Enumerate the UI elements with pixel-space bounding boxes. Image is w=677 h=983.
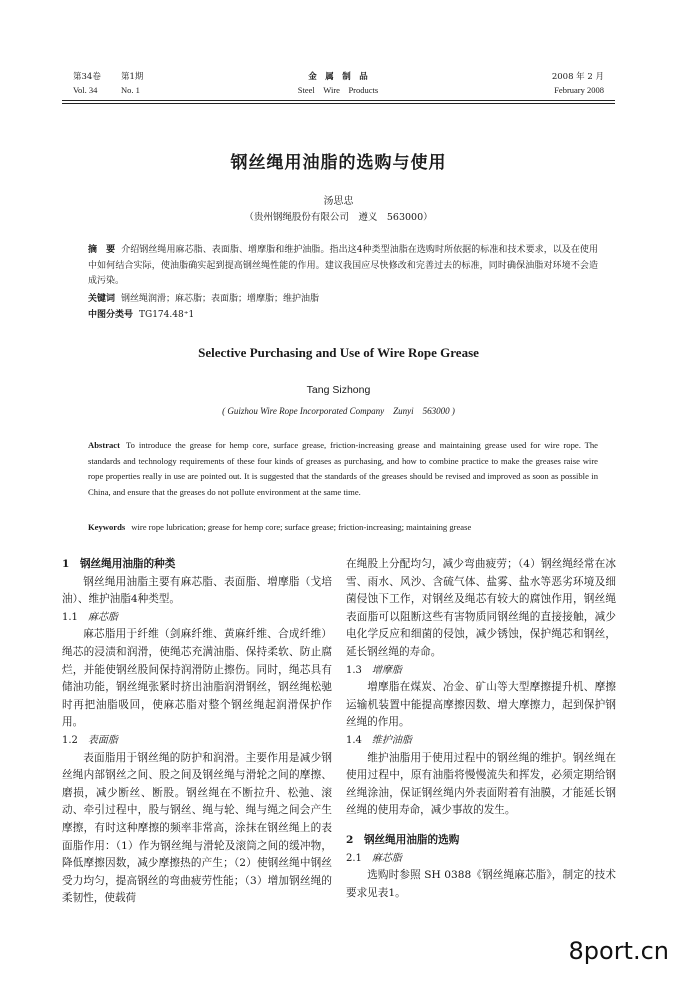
clc-number (88, 308, 598, 324)
body-column-left (62, 556, 332, 908)
section-1-3-title: 增摩脂 (371, 664, 402, 676)
abstract-text-cn: 介绍钢丝绳用麻芯脂、表面脂、增摩脂和维护油脂。指出这4种类型油脂在选购时所依据的标准和技术要求，以及在使用中如何结合实际，使油脂确实起到提高钢丝绳性能的作用。建议我国应尽快修改和完善过去的标准，同时确保油脂对环境不会造成污染。 (88, 245, 598, 286)
volume-en: Vol. 34 (73, 85, 98, 95)
section-2-1-title: 麻芯脂 (371, 852, 402, 864)
volume-cn: 第34卷 (73, 72, 101, 82)
section-1-3-heading (346, 662, 616, 680)
keywords-text-cn: 钢丝绳润滑；麻芯脂；表面脂；增摩脂；维护油脂 (121, 294, 320, 304)
issue-en: No. 1 (121, 85, 140, 95)
clc-value: TG174.48⁺1 (139, 310, 195, 320)
author-cn: 汤思忠 (323, 196, 354, 207)
header-rule-bottom (62, 103, 615, 104)
author-en: Tang Sizhong (306, 384, 371, 396)
journal-name-cn: 金 属 制 品 (308, 72, 368, 82)
section-1-2-heading (62, 732, 332, 750)
keywords-en (88, 520, 598, 536)
section-1-1-paragraph: 麻芯脂用于纤维（剑麻纤维、黄麻纤维、合成纤维）绳芯的浸渍和润滑，使绳芯充满油脂、保持柔软、防止腐烂，并能使钢丝股间保持润滑防止擦伤。同时，绳芯具有储油功能，钢丝绳张紧时挤出油脂润滑钢丝，钢丝绳松驰时再把油脂吸回，使麻芯脂对整个钢丝绳起润滑保护作用。 (62, 628, 332, 729)
section-1-2-paragraph: 表面脂用于钢丝绳的防护和润滑。主要作用是减少钢丝绳内部钢丝之间、股之间及钢丝绳与滑轮之间的摩擦、磨损，减少断丝、断股。钢丝绳在不断拉升、松弛、滚动、牵引过程中，股与钢丝、绳与轮、绳与绳之间会产生摩擦，有时这种摩擦的频率非常高，涂抹在钢丝绳上的表面脂作用：（1）作为钢丝绳与滑轮及滚筒之间的缓冲物，降低摩擦因数，减少摩擦热的产生；（2）使钢丝绳中钢丝受力均匀，提高钢丝的弯曲疲劳性能；（3）增加钢丝绳的柔韧性，使载荷 (62, 751, 332, 905)
section-2-heading: 2 钢丝绳用油脂的选购 (346, 833, 460, 846)
keywords-cn (88, 292, 598, 308)
section-1-heading: 1 钢丝绳用油脂的种类 (62, 558, 176, 570)
affiliation-cn: （贵州钢绳股份有限公司 遵义 563000） (244, 212, 433, 223)
section-1-2-paragraph-continued: 在绳股上分配均匀，减少弯曲疲劳；（4）钢丝绳经常在冰雪、雨水、风沙、含硫气体、盐雾、盐水等恶劣环境及细菌侵蚀下工作，对钢丝及绳芯有较大的腐蚀作用，钢丝绳表面脂可以阻断这些有害物质同钢丝绳的直接接触，减少电化学反应和细菌的侵蚀，减少锈蚀，保护绳芯和钢丝，延长钢丝绳的寿命。 (346, 558, 616, 658)
section-1-1-title: 麻芯脂 (87, 611, 118, 623)
section-1-3-paragraph: 增摩脂在煤炭、冶金、矿山等大型摩擦提升机、摩擦运输机装置中能提高摩擦因数、增大摩擦力，起到保护钢丝绳的作用。 (346, 681, 616, 729)
keywords-text-en: wire rope lubrication; grease for hemp core; surface grease; friction-increasing; maintaining grease (131, 522, 472, 532)
keywords-label-en: Keywords (88, 522, 126, 532)
issue-cn: 第1期 (121, 72, 144, 82)
section-1-4-title: 维护油脂 (371, 734, 412, 746)
section-1-4-paragraph: 维护油脂用于使用过程中的钢丝绳的维护。钢丝绳在使用过程中，原有油脂将慢慢流失和挥发，必须定期给钢丝绳涂油，保证钢丝绳内外表面附着有油膜，才能延长钢丝绳的使用寿命，减少事故的发生。 (346, 751, 616, 817)
abstract-text-en: To introduce the grease for hemp core, surface grease, friction-increasing grease and maintaining grease used for wire rope. The standards and technology requirements of these four kinds of greases as purchasing, and how to combine practice to make the greases raise wire rope properties really in use are pointed out. It is suggested that the standards of the greases should be revised and improved as soon as possible in China, and ensure that the greases do not pollute environment at the same time. (88, 440, 598, 497)
article-title-cn: 钢丝绳用油脂的选购与使用 (230, 153, 447, 173)
section-1-3-number: 1.3 (346, 664, 362, 676)
watermark: 8port.cn (568, 937, 669, 965)
abstract-cn (88, 243, 598, 290)
journal-name-en: Steel Wire Products (297, 85, 379, 95)
section-1-4-heading (346, 732, 616, 750)
section-1-4-number: 1.4 (346, 734, 362, 746)
section-1-2-number: 1.2 (62, 734, 78, 746)
section-1-paragraph: 钢丝绳用油脂主要有麻芯脂、表面脂、增摩脂（戈培油）、维护油脂4种类型。 (62, 575, 332, 606)
article-title-en: Selective Purchasing and Use of Wire Rope Grease (198, 345, 479, 360)
body-column-right (346, 556, 616, 902)
abstract-label-cn: 摘 要 (88, 245, 116, 255)
keywords-label-cn: 关键词 (88, 294, 116, 304)
section-1-1-number: 1.1 (62, 611, 78, 623)
section-2-1-heading (346, 850, 616, 868)
section-1-1-heading (62, 609, 332, 627)
header-rule-top (62, 100, 615, 101)
date-en: February 2008 (554, 85, 604, 95)
section-2-1-paragraph: 选购时参照 SH 0388《钢丝绳麻芯脂》，制定的技术要求见表1。 (346, 869, 616, 899)
affiliation-en: ( Guizhou Wire Rope Incorporated Company Zunyi 563000 ) (222, 406, 455, 416)
section-1-2-title: 表面脂 (87, 734, 118, 746)
date-cn: 2008 年 2 月 (551, 72, 604, 82)
clc-label: 中图分类号 (88, 310, 134, 320)
abstract-label-en: Abstract (88, 440, 120, 450)
section-2-1-number: 2.1 (346, 852, 362, 864)
abstract-en (88, 438, 598, 500)
